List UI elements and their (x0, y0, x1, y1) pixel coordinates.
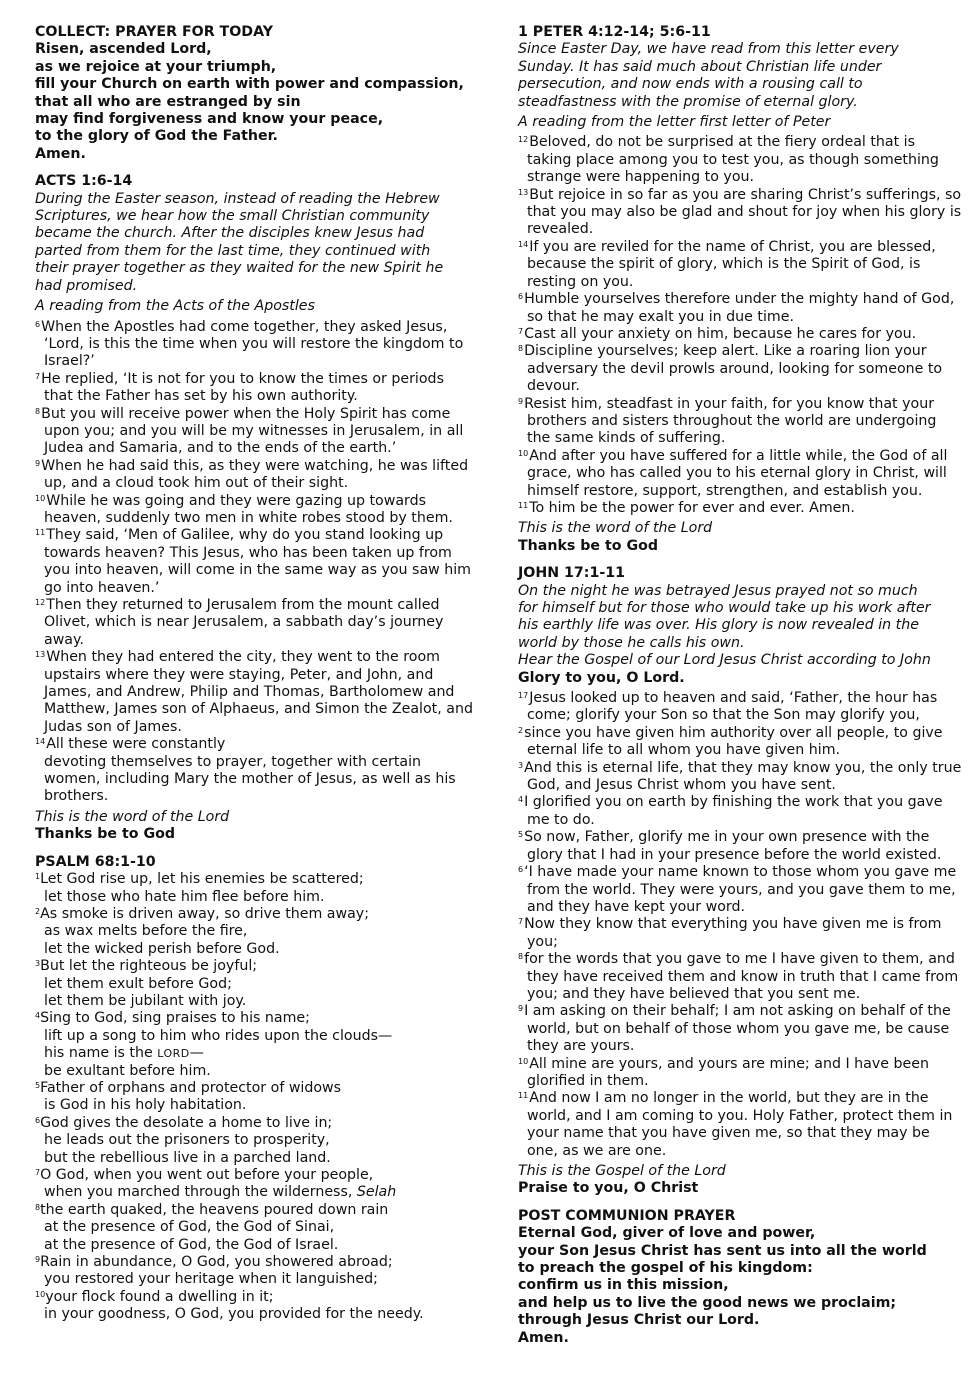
verse: $^{10}$And after you have suffered for a little while, the God of all grace, who has called you to his eternal glory in Christ, will himself restore, support, strengthen, and establish you. (518, 447, 948, 499)
verse: $^{11}$To him be the power for ever and ever. Amen. (518, 499, 855, 516)
verse: $^6$‘I have made your name known to those whom you gave me from the world. They were yours, and you gave them to me, and they have kept your word. (518, 864, 957, 915)
psalm-line: $^6$God gives the desolate a home to live in; (35, 1114, 333, 1131)
verse: $^8$Discipline yourselves; keep alert. Like a roaring lion your adversary the devil prowls around, looking for someone to devour. (518, 343, 943, 395)
text-line: became the church. After the disciples knew Jesus had (35, 225, 425, 242)
text-line: your Son Jesus Christ has sent us into all the world (518, 1242, 927, 1259)
verse-number: 6 (35, 319, 41, 329)
verse: $^{13}$But rejoice in so far as you are sharing Christ’s sufferings, so that you may also be glad and shout for joy when his glory is revealed. (518, 186, 962, 238)
verse-number: 6 (518, 865, 524, 875)
text-line: that all who are estranged by sin (35, 93, 301, 110)
text-line: Sunday. It has said much about Christian life under (518, 58, 882, 75)
verse: $^7$Now they know that everything you have given me is from you; (518, 916, 942, 950)
acts-intro (35, 191, 475, 295)
john-response: Praise to you, O Christ (518, 1180, 699, 1197)
verse-number: 8 (35, 406, 41, 416)
acts-verses (35, 319, 475, 806)
peter-closing: This is the word of the Lord (518, 520, 713, 537)
verse-number: 11 (518, 500, 529, 510)
john-closing: This is the Gospel of the Lord (518, 1163, 726, 1179)
psalm-line: $^9$Rain in abundance, O God, you showered abroad; (35, 1254, 393, 1271)
verse-number: 10 (518, 1056, 529, 1066)
psalm-line: in your goodness, O God, you provided for the needy. (44, 1306, 424, 1323)
psalm-line: at the presence of God, the God of Sinai, (44, 1219, 335, 1236)
verse: $^{17}$Jesus looked up to heaven and said, ‘Father, the hour has come; glorify your Son so that the Son may glorify you, (518, 690, 938, 724)
verse-number: 10 (35, 493, 46, 503)
john-heading: JOHN 17:1-11 (518, 565, 625, 582)
verse-number: 3 (35, 959, 41, 969)
psalm-line: be exultant before him. (44, 1062, 211, 1079)
psalm-line: lift up a song to him who rides upon the clouds— (44, 1027, 393, 1044)
verse-number: 6 (35, 1115, 41, 1125)
verse: $^9$When he had said this, as they were watching, he was lifted up, and a cloud took him out of their sight. (35, 457, 469, 492)
verse: $^3$And this is eternal life, that they may know you, the only true God, and Jesus Christ whom you have sent. (518, 759, 962, 794)
verse-number: 12 (35, 598, 46, 607)
selah: Selah (356, 1184, 397, 1201)
post-communion-heading: POST COMMUNION PRAYER (518, 1207, 736, 1224)
verse: $^{11}$They said, ‘Men of Galilee, why do you stand looking up towards heaven? This Jesus, who has been taken up from you into heaven, will come in the same way as you saw him go into heaven.’ (35, 527, 472, 596)
verse-number: 5 (518, 830, 524, 840)
text-line: as we rejoice at your triumph, (35, 58, 277, 75)
text-line: and help us to live the good news we proclaim; (518, 1294, 897, 1311)
post-communion-prayer (518, 1225, 963, 1347)
verse-number: 14 (35, 737, 46, 747)
verse-number: 2 (518, 725, 524, 735)
verse-number: 11 (518, 1091, 529, 1101)
verse-number: 13 (518, 187, 529, 197)
verse: $^{13}$When they had entered the city, they went to the room upstairs where they were staying, Peter, and John, and James, and Andrew, Philip and Thomas, Bartholomew and Matthew, James son of Alphaeus, and Simon the Zealot, and Judas son of James. (35, 649, 473, 735)
verse: $^6$Humble yourselves therefore under the mighty hand of God, so that he may exalt you in due time. (518, 291, 955, 325)
psalm-section (35, 854, 475, 1324)
psalm-line: his name is the LORD— (44, 1045, 204, 1062)
collect-heading: COLLECT: PRAYER FOR TODAY (35, 24, 273, 40)
verse: $^5$So now, Father, glorify me in your own presence with the glory that I had in your presence before the world existed. (518, 829, 942, 863)
collect-section (35, 24, 475, 163)
verse-number: 12 (518, 135, 529, 145)
psalm-line: let the wicked perish before God. (44, 940, 280, 957)
right-column (518, 24, 963, 1357)
verse: $^{10}$All mine are yours, and yours are mine; and I have been glorified in them. (518, 1055, 929, 1089)
verse-number: 1 (35, 872, 41, 882)
verse-number: 9 (35, 1255, 41, 1265)
verse-number: 4 (518, 795, 524, 805)
verse: $^4$I glorified you on earth by finishing the work that you gave me to do. (518, 794, 943, 828)
text-line: his earthly life was over. His glory is now revealed in the (518, 617, 919, 634)
verse-number: 4 (35, 1011, 41, 1021)
collect-prayer (35, 41, 475, 163)
verse: $^9$I am asking on their behalf; I am not asking on behalf of the world, but on behalf of those whom you gave me, be cause they are yours. (518, 1003, 951, 1055)
acts-closing: This is the word of the Lord (35, 808, 230, 825)
psalm-line: $^5$Father of orphans and protector of widows (35, 1079, 342, 1096)
text-line: for himself but for those who would take up his work after (518, 600, 931, 616)
psalm-line: $^7$O God, when you went out before your people, (35, 1167, 374, 1183)
peter-announce: A reading from the letter first letter of Peter (518, 114, 831, 131)
psalm-line: let them be jubilant with joy. (44, 992, 247, 1009)
verse: $^9$Resist him, steadfast in your faith, for you know that your brothers and sisters throughout the world are undergoing the same kinds of suffering. (518, 395, 937, 447)
john-verses (518, 690, 963, 1160)
psalm-line: $^{10}$your flock found a dwelling in it; (35, 1288, 274, 1305)
psalm-line: $^1$Let God rise up, let his enemies be scattered; (35, 871, 364, 888)
verse-number: 14 (518, 239, 529, 249)
psalm-line: he leads out the prisoners to prosperity, (44, 1132, 330, 1149)
left-column (35, 24, 475, 1334)
psalm-line: $^4$Sing to God, sing praises to his name; (35, 1010, 310, 1027)
verse: $^8$for the words that you gave to me I have given to them, and they have received them and know in truth that I came from you; and they have believed that you sent me. (518, 951, 959, 1002)
john-announce-response: Glory to you, O Lord. (518, 669, 685, 686)
verse: $^{10}$While he was going and they were gazing up towards heaven, suddenly two men in white robes stood by them. (35, 492, 453, 526)
peter-section (518, 24, 963, 555)
verse-number: 11 (35, 528, 46, 538)
peter-heading: 1 PETER 4:12-14; 5:6-11 (518, 24, 711, 40)
psalm-line: let those who hate him flee before him. (44, 888, 325, 905)
verse-number: 8 (518, 952, 524, 962)
psalm-verses (35, 871, 475, 1324)
text-line: During the Easter season, instead of reading the Hebrew (35, 190, 440, 207)
text-line: Eternal God, giver of love and power, (518, 1225, 816, 1242)
psalm-heading: PSALM 68:1-10 (35, 853, 156, 870)
verse-number: 7 (35, 1168, 41, 1177)
verse-number: 9 (518, 1004, 524, 1014)
text-line: fill your Church on earth with power and compassion, (35, 76, 464, 93)
text-line: may find forgiveness and know your peace, (35, 111, 384, 128)
verse-number: 8 (35, 1202, 41, 1212)
peter-intro (518, 41, 963, 111)
text-line: parted from them for the last time, they continued with (35, 242, 431, 259)
acts-response: Thanks be to God (35, 826, 176, 843)
text-line: to preach the gospel of his kingdom: (518, 1260, 813, 1277)
small-caps-lord: LORD (157, 1047, 190, 1061)
john-intro (518, 583, 963, 653)
verse: $^8$But you will receive power when the Holy Spirit has come upon you; and you will be my witnesses in Jerusalem, in all Judea and Samaria, and to the ends of the earth.’ (35, 405, 464, 457)
verse: $^{12}$Beloved, do not be surprised at the fiery ordeal that is taking place among you to test you, as though something strange were happening to you. (518, 134, 939, 186)
text-line: Risen, ascended Lord, (35, 41, 212, 58)
psalm-line: $^3$But let the righteous be joyful; (35, 958, 258, 975)
psalm-line: you restored your heritage when it languished; (44, 1271, 378, 1288)
psalm-line: at the presence of God, the God of Israel. (44, 1236, 339, 1253)
text-line: steadfastness with the promise of eternal glory. (518, 93, 858, 110)
verse: $^7$He replied, ‘It is not for you to know the times or periods that the Father has set by his own authority. (35, 370, 444, 405)
verse-number: 10 (518, 448, 529, 458)
text-line: Scriptures, we hear how the small Christian community (35, 208, 430, 225)
post-communion-section (518, 1208, 963, 1347)
verse: $^{14}$If you are reviled for the name of Christ, you are blessed, because the spirit of glory, which is the Spirit of God, is resting on you. (518, 238, 936, 290)
psalm-line: but the rebellious live in a parched land. (44, 1149, 331, 1166)
text-line: had promised. (35, 277, 138, 294)
psalm-line: is God in his holy habitation. (44, 1097, 247, 1114)
verse-number: 2 (35, 906, 41, 916)
text-line: Amen. (518, 1329, 569, 1346)
text-line: persecution, and now ends with a rousing call to (518, 76, 863, 93)
psalm-line: $^2$As smoke is driven away, so drive them away; (35, 905, 369, 922)
verse: $^2$since you have given him authority over all people, to give eternal life to all whom you have given him. (518, 724, 943, 759)
psalm-line: when you marched through the wilderness, Selah (44, 1184, 397, 1201)
text-line: On the night he was betrayed Jesus prayed not so much (518, 582, 918, 599)
acts-heading: ACTS 1:6-14 (35, 173, 133, 190)
verse: devoting themselves to prayer, together with certain women, including Mary the mother of Jesus, as well as his brothers. (44, 753, 456, 805)
verse-number: 5 (35, 1080, 41, 1090)
verse: $^{12}$Then they returned to Jerusalem from the mount called Olivet, which is near Jerusalem, a sabbath day’s journey away. (35, 597, 444, 648)
text-line: through Jesus Christ our Lord. (518, 1312, 760, 1329)
psalm-line: $^8$the earth quaked, the heavens poured down rain (35, 1201, 389, 1218)
verse-number: 13 (35, 650, 46, 660)
john-section (518, 565, 963, 1198)
verse-number: 7 (35, 371, 41, 381)
verse-number: 9 (518, 396, 524, 406)
text-line: world by those he calls his own. (518, 634, 745, 651)
john-announce: Hear the Gospel of our Lord Jesus Christ according to John (518, 652, 931, 669)
text-line: Amen. (35, 145, 86, 162)
verse-number: 3 (518, 760, 524, 770)
verse-number: 9 (35, 458, 41, 468)
acts-section (35, 173, 475, 843)
text-line: to the glory of God the Father. (35, 128, 278, 145)
text-line: confirm us in this mission, (518, 1277, 729, 1294)
peter-verses (518, 134, 963, 517)
text-line: their prayer together as they waited for the new Spirit he (35, 260, 444, 277)
acts-announce: A reading from the Acts of the Apostles (35, 298, 315, 315)
verse-number: 17 (518, 691, 529, 701)
verse-number: 7 (518, 326, 524, 336)
verse: $^7$Cast all your anxiety on him, because he cares for you. (518, 325, 917, 342)
verse-number: 10 (35, 1289, 46, 1299)
psalm-line: let them exult before God; (44, 975, 232, 992)
verse: $^{14}$All these were constantly (35, 736, 226, 753)
text-line: Since Easter Day, we have read from this letter every (518, 41, 899, 58)
verse-number: 7 (518, 917, 524, 927)
psalm-line: as wax melts before the fire, (44, 923, 248, 940)
peter-response: Thanks be to God (518, 537, 659, 554)
verse-number: 6 (518, 292, 524, 302)
verse: $^{11}$And now I am no longer in the world, but they are in the world, and I am coming to you. Holy Father, protect them in your name that you have given me, so that they may be one, as we are one. (518, 1090, 953, 1159)
verse: $^6$When the Apostles had come together, they asked Jesus, ‘Lord, is this the time when you will restore the kingdom to Israel?’ (35, 318, 464, 370)
verse-number: 8 (518, 344, 524, 354)
